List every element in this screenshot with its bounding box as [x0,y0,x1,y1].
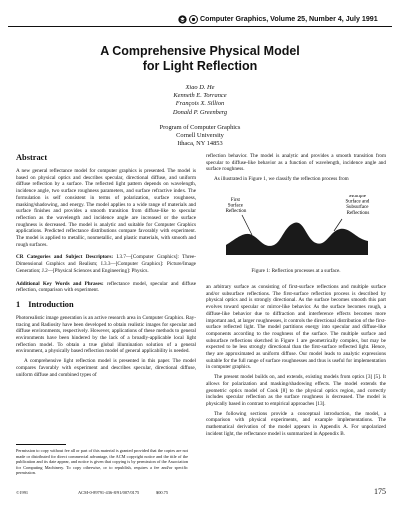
figure-label-multiple-reflections: Multiple Surface and Subsurface Reflections [345,195,370,216]
siggraph-logo-icon [178,15,187,24]
author-name: Xiao D. He [185,84,215,91]
right-column-lower [206,284,386,440]
running-head-text: Computer Graphics, Volume 25, Number 4, July 1991 [200,15,378,23]
author-name: François X. Sillion [175,100,225,108]
right-paragraph-1: reflection behavior. The model is analytic and provides a smooth transition from specular to diffuse-like behavior as a function of wavelength, incidence angle and surface roughness. [206,153,386,173]
title-line-2: for Light Reflection [142,59,258,73]
right-paragraph-2: As illustrated in Figure 1, we classify the reflection process from [214,176,349,183]
left-column [16,153,196,381]
right-column-upper [206,153,386,186]
running-header [178,13,388,25]
author-name: Donald P. Greenberg [172,108,228,116]
cr-categories-text: I.3.7—[Computer Graphics]: Three-Dimensional Graphics and Realism; I.3.3—[Computer Graphics]: Picture/Image Generation; J.2—[Physical Sciences and Engineering]: Physics. [16,254,197,274]
affiliation [0,124,400,149]
paper-title [0,44,400,74]
affiliation-line: Program of Computer Graphics [159,123,241,131]
title-block [0,44,400,148]
figure-surface [226,222,368,255]
footnote-rule [16,444,66,445]
cr-categories [16,254,196,274]
right-paragraph-4: The present model builds on, and extends, existing models from optics [3] [5]. It allows for polarization and masking/shadowing effects. The model extends the geometric optics model of Cook [8] to the physical optics region, and correctly includes specular reflection as the surface roughness is decreased. The model is physically based in contrast to empirical approaches [13]. [206,374,386,407]
abstract-text: A new general reflectance model for computer graphics is presented. The model is based on physical optics and describes specular, directional diffuse, and uniform diffuse reflection by a surface. The reflected light pattern depends on wavelength, incidence angle, two surface roughness parameters, and surface refractive index. The formulation is self consistent in terms of polarization, surface roughness, masking/shadowing, and energy. The model applies to a wide range of materials and surface finishes and provides a smooth transition from diffuse-like to specular reflection as the wavelength and incidence angle are increased or the surface roughness is decreased. The model is analytic and suitable for Computer Graphics applications. Predicted reflectance distributions compare favorably with experiment. The model is applied to metallic, nonmetallic, and plastic materials, with smooth and rough surfaces. [16,168,196,248]
footer-isbn: ACM-0-89791-436-8/91/007/0175 [78,490,140,495]
author-name: Kenneth E. Torrance [173,92,227,100]
copyright-footnote: Permission to copy without fee all or part of this material is granted provided that the copies are not made or distributed for direct commercial advantage, the ACM copyright notice and the title of the publication and its date appear, and notice is given that copying is by permission of the Association for Computing Machinery. To copy otherwise, or to republish, requires a fee and/or specific permission. [16,448,188,475]
cr-categories-lead: CR Categories and Subject Descriptors: [16,254,114,261]
affiliation-line: Cornell University [176,132,224,140]
right-paragraph-3: an arbitrary surface as consisting of first-surface reflections and multiple surface and/or subsurface reflections. The first-surface reflection process is described by physical optics and is strongly directional. As the surface becomes smooth this part evolves toward specular or mirror-like behavior. As the surface becomes rough, a diffuse-like behavior due to diffraction and interference effects becomes more important and, at larger roughnesses, it controls the directional distribution of the first-surface reflected light. The model partitions energy into specular and diffuse-like components according to the roughness of the surface. The multiple surface and subsurface reflections sketched in Figure 1 are geometrically complex, but may be expected to be less strongly directional than the first-surface reflected light. Hence, they are approximated as uniform diffuse. Our model leads to analytic expressions suitable for the full range of surface roughnesses and thus is useful for implementation in computer graphics. [206,284,386,371]
right-paragraph-5: The following sections provide a conceptual introduction, the model, a comparison with physical experiments, and example implementations. The mathematical derivation of the model appears in Appendix A. For unpolarized incident light, the reflectance model is summarized in Appendix B. [206,410,386,437]
introduction-heading [16,300,196,310]
keywords-lead: Additional Key Words and Phrases: [16,280,104,287]
intro-paragraph-2: A comprehensive light reflection model is presented in this paper. The model compares favorably with experiment and describes specular, directional diffuse, uniform diffuse and combined types of [16,358,196,378]
section-title: Introduction [28,299,74,309]
intro-paragraph-1: Photorealistic image generation is an active research area in Computer Graphics. Ray-tracing and Radiosity have been developed to obtain realistic images for specular and diffuse environments, respectively. However, applications of these methods to general environments have been hindered by the lack of a broadly-applicable local light reflection model. To obtain a true global illumination solution of a general environment, a physically based reflection model of general applicability is needed. [16,314,196,355]
author-list [0,84,400,117]
page-number: 175 [374,487,386,496]
first-surface-ray [242,215,252,235]
footer-copyright: ©1991 [16,490,29,495]
affiliation-line: Ithaca, NY 14853 [177,140,223,148]
keywords-text: reflectance model, specular and diffuse reflection, comparison with experiment. [16,280,197,294]
footer-price: $00.75 [156,490,169,495]
acm-logo-icon [189,15,198,24]
page-footer [16,488,386,498]
abstract-heading: Abstract [16,153,48,162]
figure-label-first-surface: First Surface Reflection [225,198,247,215]
section-number: 1 [16,299,21,309]
figure-1-illustration [222,195,372,257]
header-rule [8,26,392,27]
keywords [16,281,196,294]
title-line-1: A Comprehensive Physical Model [100,44,300,58]
figure-1-caption: Figure 1: Reflection processes at a surface. [251,268,341,274]
